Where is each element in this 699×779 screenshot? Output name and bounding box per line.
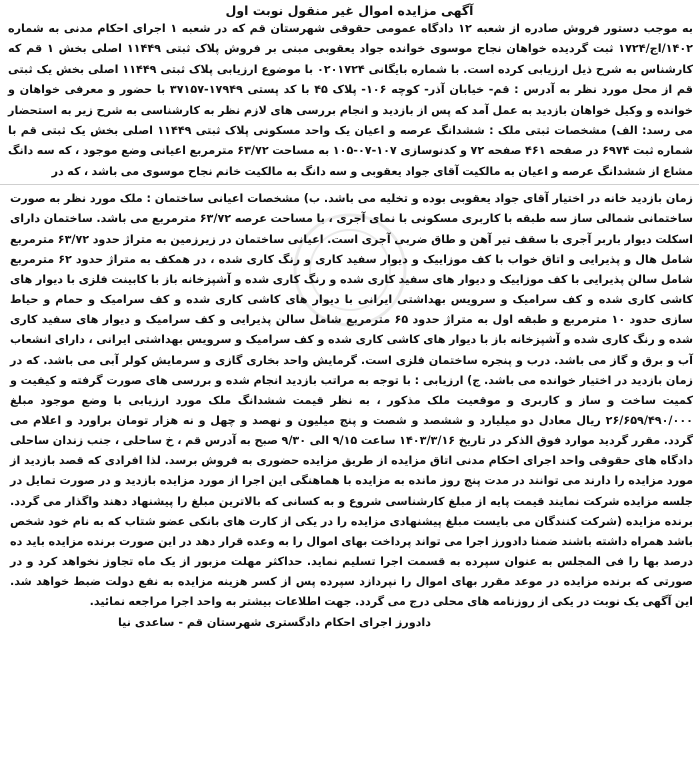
notice-paragraph-1: به موجب دستور فروش صادره از شعبه ۱۲ دادگاه عمومی حقوقی شهرستان قم که در شعبه ۱ اجرای احکام مدنی به شماره ۱۴۰۲/اج/۱۷۲۴ ثبت گردیده خواهان نجاح موسوی خوانده جواد یعقوبی مبنی بر فروش پلاک ثبتی ۱۱۴۴۹ اصلی بخش ۱ قم که کارشناس به شرح ذیل ارزیابی کرده است. با شماره بایگانی ۰۲۰۱۷۲۴ با موضوع ارزیابی پلاک ثبتی ۱۱۴۴۹ اصلی بخش یک ثبتی قم از محل مورد نظر به آدرس : قم- خیابان آذر- کوچه ۱۰۶- پلاک ۴۵ با کد پستی ۱۷۹۴۹-۳۷۱۵۷ با حضور و معرفی خواهان و خوانده و وکیل خواهان بازدید به عمل آمد که پس از بازدید و انجام بررسی های لازم نظر به کارشناسی به شرح زیر به استحضار می رسد: الف) مشخصات ثبتی ملک : ششدانگ عرصه و اعیان یک واحد مسکونی پلاک ثبتی ۱۱۴۴۹ اصلی بخش یک ثبتی قم با شماره ثبت ۶۹۷۴ در صفحه ۴۶۱ صفحه ۷۲ و کدنوسازی ۱۰۷-۰۷-۱۰۵ به مساحت ۶۳/۷۲ مترمربع اعیانی وضع موجود ، که سه دانگ مشاع از ششدانگ عرصه و اعیان به مالکیت آقای جواد یعقوبی و سه دانگ به مالکیت خانم نجاح موسوی می باشد ، که در xyxy=(8,22,694,178)
signature-separator: - xyxy=(174,615,187,629)
signature-name: ساعدی نیا xyxy=(117,615,175,629)
notice-title: آگهی مزایده اموال غیر منقول نوبت اول xyxy=(225,3,474,18)
page-fold-divider xyxy=(0,184,699,185)
signature xyxy=(0,613,549,633)
signature-role: دادورز اجرای احکام دادگستری شهرستان قم xyxy=(186,615,431,629)
notice-paragraph-2: زمان بازدید خانه در اختیار آقای جواد یعقوبی بوده و تخلیه می باشد. ب) مشخصات اعیانی ساختمان : ملک مورد نظر به صورت ساختمانی شمالی ساز سه طبقه با کاربری مسکونی با نمای آجری ، با مساحت عرصه ۶۳/۷۲ مترمربع می باشد. ساختمان دارای اسکلت دیوار باربر آجری با سقف تیر آهن و طاق ضربی آجری است. اعیانی ساختمان در زیرزمین به متراژ حدود ۶۳/۷۲ مترمربع شامل هال و پذیرایی و اتاق خواب با کف موزاییک و دیوار سفید کاری و رنگ کاری شده ، در همکف به متراژ حدود ۶۲ مترمربع شامل سالن پذیرایی با کف موزاییک و دیوار های سفید کاری شده و رنگ کاری شده و آشپزخانه باز با کابینت فلزی با دیوار های کاشی کاری شده و کف سرامیک و سرویس بهداشتی ایرانی با دیوار های کاشی کاری شده و کف سرامیک و حمام و حیاط سازی حدود ۱۰ مترمربع و طبقه اول به متراژ حدود ۶۵ مترمربع شامل سالن پذیرایی و کف سرامیک و دیوار های سفید کاری شده و رنگ کاری شده و آشپزخانه باز با دیوار های کاشی کاری شده و کف سرامیک و سرویس بهداشتی ایرانی ، دارای انشعاب آب و برق و گاز می باشد. درب و پنجره ساختمان فلزی است. گرمایش واحد بخاری گازی و سرمایش کولر آبی می باشد. که در زمان بازدید در اختیار خوانده می باشد. ج) ارزیابی : با توجه به مراتب بازدید انجام شده و بررسی های صورت گرفته و کیفیت و کمیت ساخت و ساز و کاربری و موقعیت ملک مذکور ، به نظر قیمت ششدانگ ملک مورد ارزیابی با وضع موجود مبلغ ۲۶/۶۵۹/۴۹۰/۰۰۰ ریال معادل دو میلیارد و ششصد و شصت و پنج میلیون و نهصد و چهل و نه هزار تومان براورد و اعلام می گردد. مقرر گردید موارد فوق الذکر در تاریخ ۱۴۰۳/۳/۱۶ ساعت ۹/۱۵ الی ۹/۳۰ صبح به آدرس قم ، خ ساحلی ، جنب زندان ساحلی دادگاه های حقوقی واحد اجرای احکام مدنی اتاق مزایده از طریق مزایده حضوری به فروش برسد. لذا افرادی که قصد بازدید از مورد مزایده را دارند می توانند در مدت پنج روز مانده به مزایده با هماهنگی این اجرا از مورد مزایده بازدید و در صورت تمایل در جلسه مزایده شرکت نمایند قیمت پایه از مبلغ کارشناسی شروع و به کسانی که بالاترین مبلغ را پیشنهاد دهند واگذار می گردد. برنده مزایده (شرکت کنندگان می بایست مبلغ پیشنهادی مزایده را در یکی از کارت های بانکی عضو شتاب که به نام خود شخص باشد همراه داشته باشند ضمنا دادورز اجرا می تواند پرداخت بهای اموال را به وعده قرار دهد در این صورت برنده مزایده باید ده درصد بها را فی المجلس به عنوان سپرده به قسمت اجرا تسلیم نماید. حداکثر مهلت مزبور از یک ماه تجاوز نخواهد کرد و در صورتی که برنده مزایده در موعد مقرر بهای اموال را نپردازد سپرده پس از کسر هزینه مزایده به نفع دولت ضبط خواهد شد. این آگهی یک نوبت در یکی از روزنامه های محلی درج می گردد. جهت اطلاعات بیشتر به واحد اجرا مراجعه نمائید. xyxy=(10,192,694,609)
